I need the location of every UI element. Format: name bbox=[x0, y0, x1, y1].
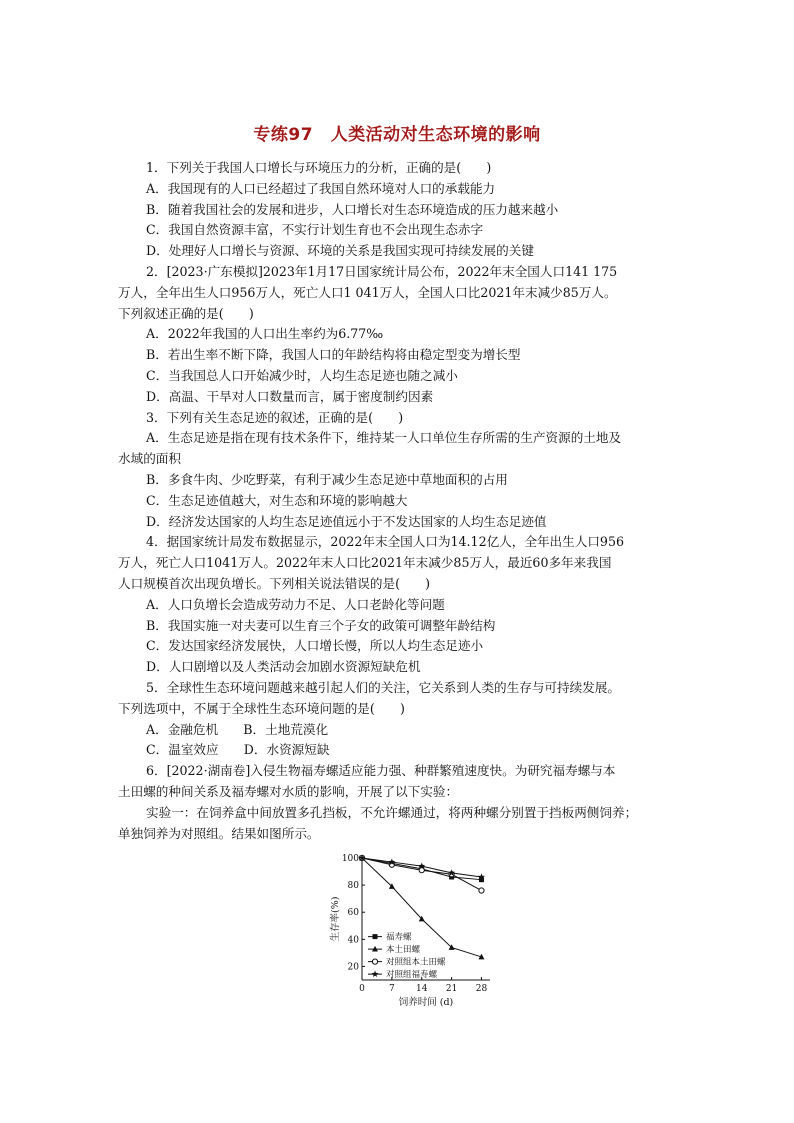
x-tick-label: 14 bbox=[416, 984, 428, 994]
option-line: C．我国自然资源丰富，不实行计划生育也不会出现生态赤字 bbox=[146, 222, 484, 238]
y-tick-label: 40 bbox=[347, 935, 359, 946]
option-line: B．我国实施一对夫妻可以生育三个子女的政策可调整年龄结构 bbox=[146, 617, 496, 633]
x-tick-label: 7 bbox=[388, 984, 395, 994]
legend-label: 福寿螺 bbox=[386, 932, 412, 943]
text-line: 万人，死亡人口1041万人。2022年末人口比2021年末减少85万人，最近60多年来我国 bbox=[118, 555, 612, 571]
text-line: 人口规模首次出现负增长。下列相关说法错误的是( ) bbox=[118, 575, 431, 591]
legend-label: 对照组本土田螺 bbox=[386, 957, 446, 968]
text-line: 5．全球性生态环境问题越来越引起人们的关注，它关系到人类的生存与可持续发展。 bbox=[146, 679, 620, 695]
text-line: 万人，全年出生人口956万人，死亡人口1 041万人，全国人口比2021年末减少85万人。 bbox=[118, 284, 617, 300]
x-tick-label: 21 bbox=[445, 984, 458, 994]
question-body bbox=[118, 158, 688, 844]
option-line: B．多食牛肉、少吃野菜，有利于减少生态足迹中草地面积的占用 bbox=[146, 471, 508, 487]
legend-label: 本土田螺 bbox=[386, 945, 421, 956]
text-line: 3．下列有关生态足迹的叙述，正确的是( ) bbox=[146, 409, 404, 425]
legend-label: 对照组福寿螺 bbox=[386, 970, 438, 981]
survival-rate-chart bbox=[318, 848, 508, 1008]
text-line: 土田螺的种间关系及福寿螺对水质的影响，开展了以下实验： bbox=[118, 783, 459, 799]
x-tick-label: 0 bbox=[359, 984, 365, 994]
text-line: 实验一：在饲养盒中间放置多孔挡板，不允许螺通过，将两种螺分别置于挡板两侧饲养； bbox=[146, 804, 638, 820]
option-line: A．金融危机 B．土地荒漠化 bbox=[146, 721, 329, 737]
y-tick-label: 100 bbox=[341, 854, 359, 864]
chart-svg bbox=[318, 848, 508, 1008]
text-line: 1．下列关于我国人口增长与环境压力的分析，正确的是( ) bbox=[146, 160, 492, 175]
y-tick-label: 20 bbox=[347, 962, 359, 973]
option-line: D．人口剧增以及人类活动会加剧水资源短缺危机 bbox=[146, 659, 421, 675]
y-axis-label: 生存率(%) bbox=[330, 896, 341, 942]
option-line: D．处理好人口增长与资源、环境的关系是我国实现可持续发展的关键 bbox=[146, 243, 534, 259]
text-line: 4．据国家统计局发布数据显示，2022年末全国人口为14.12亿人，全年出生人口956 bbox=[146, 534, 624, 550]
option-line: A．2022年我国的人口出生率约为6.77‰ bbox=[146, 326, 384, 342]
text-line: 2．[2023·广东模拟]2023年1月17日国家统计局公布，2022年末全国人口141 175 bbox=[146, 263, 618, 279]
text-line: 单独饲养为对照组。结果如图所示。 bbox=[118, 825, 320, 841]
option-line: B．随着我国社会的发展和进步，人口增长对生态环境造成的压力越来越小 bbox=[146, 201, 559, 217]
option-line: C．发达国家经济发展快，人口增长慢，所以人均生态足迹小 bbox=[146, 638, 484, 654]
legend-marker bbox=[373, 934, 378, 939]
text-line: 下列叙述正确的是( ) bbox=[118, 305, 254, 321]
x-tick-label: 28 bbox=[475, 984, 488, 994]
text-line: 6．[2022·湖南卷]入侵生物福寿螺适应能力强、种群繁殖速度快。为研究福寿螺与本 bbox=[146, 763, 616, 779]
page-title: 专练97 人类活动对生态环境的影响 bbox=[253, 125, 541, 145]
option-line: D．高温、干旱对人口数量而言，属于密度制约因素 bbox=[146, 388, 434, 404]
y-tick-label: 80 bbox=[347, 881, 359, 892]
option-line: B．若出生率不断下降，我国人口的年龄结构将由稳定型变为增长型 bbox=[146, 347, 521, 363]
y-tick-label: 60 bbox=[347, 908, 359, 919]
option-line: C．生态足迹值越大，对生态和环境的影响越大 bbox=[146, 492, 408, 508]
text-line: 水域的面积 bbox=[118, 451, 181, 467]
legend-marker bbox=[372, 971, 379, 978]
option-line: C．温室效应 D．水资源短缺 bbox=[146, 742, 330, 758]
legend-marker bbox=[372, 959, 377, 964]
option-line: A．人口负增长会造成劳动力不足、人口老龄化等问题 bbox=[146, 596, 445, 612]
option-line: A．生态足迹是指在现有技术条件下，维持某一人口单位生存所需的生产资源的土地及 bbox=[146, 430, 622, 446]
option-line: C．当我国总人口开始减少时，人均生态足迹也随之减小 bbox=[146, 367, 458, 383]
option-line: A．我国现有的人口已经超过了我国自然环境对人口的承载能力 bbox=[146, 180, 496, 196]
data-point bbox=[479, 888, 484, 893]
text-line: 下列选项中，不属于全球性生态环境问题的是( ) bbox=[118, 700, 405, 716]
x-axis-label: 饲养时间 (d) bbox=[398, 997, 454, 1008]
option-line: D．经济发达国家的人均生态足迹值远小于不发达国家的人均生态足迹值 bbox=[146, 513, 547, 529]
